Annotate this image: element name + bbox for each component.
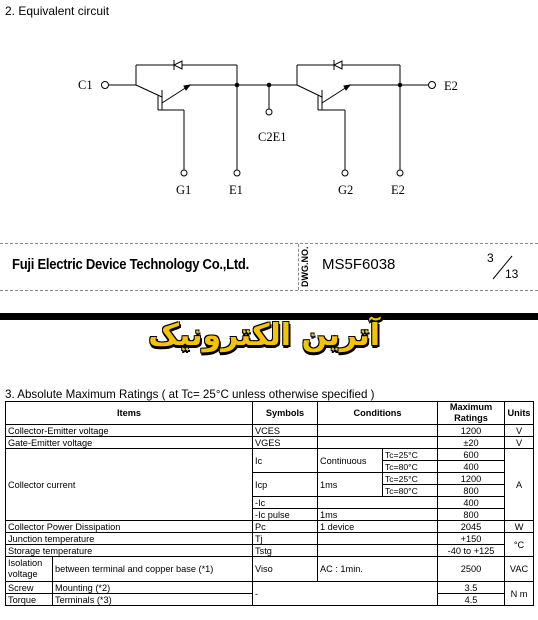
absolute-max-ratings-table — [5, 401, 534, 606]
row-symbol: -Ic — [253, 497, 318, 509]
row-condition: Continuous — [318, 449, 383, 473]
igbt-2-arrow-icon — [344, 85, 350, 90]
row-symbol: VCES — [253, 425, 318, 437]
row-condition: AC : 1min. — [318, 557, 438, 582]
document-number: MS5F6038 — [322, 256, 396, 273]
row-unit: V — [505, 425, 534, 437]
table-row — [6, 425, 534, 437]
row-item: Collector-Emitter voltage — [6, 425, 253, 437]
table-row — [6, 533, 534, 545]
label-c1: C1 — [78, 78, 93, 92]
page-number: 3 — [487, 251, 494, 265]
label-e2-bottom: E2 — [391, 183, 405, 197]
row-subitem: Terminals (*3) — [53, 594, 253, 606]
table-row — [6, 521, 534, 533]
row-unit: V — [505, 437, 534, 449]
company-name: Fuji Electric Device Technology Co.,Ltd. — [12, 257, 249, 273]
row-value: -40 to +125 — [438, 545, 505, 557]
watermark-logo-text: آترین الکترونیک — [148, 318, 380, 353]
row-subitem: between terminal and copper base (*1) — [53, 557, 253, 582]
row-item: Junction temperature — [6, 533, 253, 545]
table-row — [6, 545, 534, 557]
row-symbol: - — [253, 582, 438, 606]
c2e1-terminal-icon — [266, 109, 272, 115]
g2-terminal-icon — [342, 170, 348, 176]
row-value: 800 — [438, 509, 505, 521]
row-value: 4.5 — [438, 594, 505, 606]
dwg-no-label: DWG.NO. — [300, 246, 310, 287]
row-symbol: Tstg — [253, 545, 318, 557]
row-temp: Tc=25°C — [383, 473, 438, 485]
row-condition: 1ms — [318, 473, 383, 497]
row-symbol: VGES — [253, 437, 318, 449]
header-items: Items — [6, 402, 253, 425]
row-value: 2045 — [438, 521, 505, 533]
e2-terminal-icon — [429, 82, 436, 89]
label-c2e1: C2E1 — [258, 130, 287, 144]
section-3-title: 3. Absolute Maximum Ratings ( at Tc= 25°C unless otherwise specified ) — [5, 388, 375, 401]
row-subitem: Mounting (*2) — [53, 582, 253, 594]
row-value: 1200 — [438, 473, 505, 485]
row-symbol: Tj — [253, 533, 318, 545]
row-condition — [318, 545, 438, 557]
row-symbol: Icp — [253, 473, 318, 497]
igbt-1-arrow-icon — [184, 85, 190, 90]
row-symbol: Ic — [253, 449, 318, 473]
section-2-title: 2. Equivalent circuit — [5, 4, 110, 18]
row-value: ±20 — [438, 437, 505, 449]
row-condition — [318, 497, 438, 509]
row-unit: °C — [505, 533, 534, 557]
row-condition — [318, 425, 438, 437]
footer-top-rule — [0, 243, 538, 244]
table-row — [6, 582, 534, 594]
header-conditions: Conditions — [318, 402, 438, 425]
table-header-row — [6, 402, 534, 425]
footer-bottom-rule — [0, 290, 538, 291]
equivalent-circuit-diagram — [0, 40, 538, 200]
e2-bottom-terminal-icon — [397, 170, 403, 176]
page-total: 13 — [505, 267, 519, 281]
table-row — [6, 437, 534, 449]
c1-terminal-icon — [102, 82, 109, 89]
label-g1: G1 — [176, 183, 192, 197]
table-row — [6, 449, 534, 461]
row-value: 2500 — [438, 557, 505, 582]
header-max-ratings: Maximum Ratings — [438, 402, 505, 425]
header-units: Units — [505, 402, 534, 425]
row-temp: Tc=80°C — [383, 461, 438, 473]
row-condition — [318, 533, 438, 545]
footer-divider — [298, 244, 299, 290]
e1-terminal-icon — [234, 170, 240, 176]
row-unit: W — [505, 521, 534, 533]
row-unit: VAC — [505, 557, 534, 582]
row-temp: Tc=80°C — [383, 485, 438, 497]
freewheel-diode-2-icon — [334, 61, 342, 69]
row-symbol: Pc — [253, 521, 318, 533]
row-condition — [318, 437, 438, 449]
row-value: 3.5 — [438, 582, 505, 594]
row-item: Collector Power Dissipation — [6, 521, 253, 533]
g1-terminal-icon — [181, 170, 187, 176]
label-g2: G2 — [338, 183, 354, 197]
row-value: 400 — [438, 461, 505, 473]
row-item: Gate-Emitter voltage — [6, 437, 253, 449]
row-item: Torque — [6, 594, 53, 606]
label-e1: E1 — [229, 183, 243, 197]
row-value: 800 — [438, 485, 505, 497]
row-symbol: -Ic pulse — [253, 509, 318, 521]
row-value: 400 — [438, 497, 505, 509]
row-item: Collector current — [6, 449, 253, 521]
row-item: Isolation voltage — [6, 557, 53, 582]
header-symbols: Symbols — [253, 402, 318, 425]
freewheel-diode-1-icon — [174, 61, 182, 69]
row-value: +150 — [438, 533, 505, 545]
row-value: 600 — [438, 449, 505, 461]
row-item: Screw — [6, 582, 53, 594]
row-unit: A — [505, 449, 534, 521]
row-value: 1200 — [438, 425, 505, 437]
label-e2-right: E2 — [444, 79, 458, 93]
row-item: Storage temperature — [6, 545, 253, 557]
row-condition: 1 device — [318, 521, 438, 533]
row-symbol: Viso — [253, 557, 318, 582]
row-condition: 1ms — [318, 509, 438, 521]
table-row — [6, 557, 534, 582]
row-temp: Tc=25°C — [383, 449, 438, 461]
row-unit: N m — [505, 582, 534, 606]
